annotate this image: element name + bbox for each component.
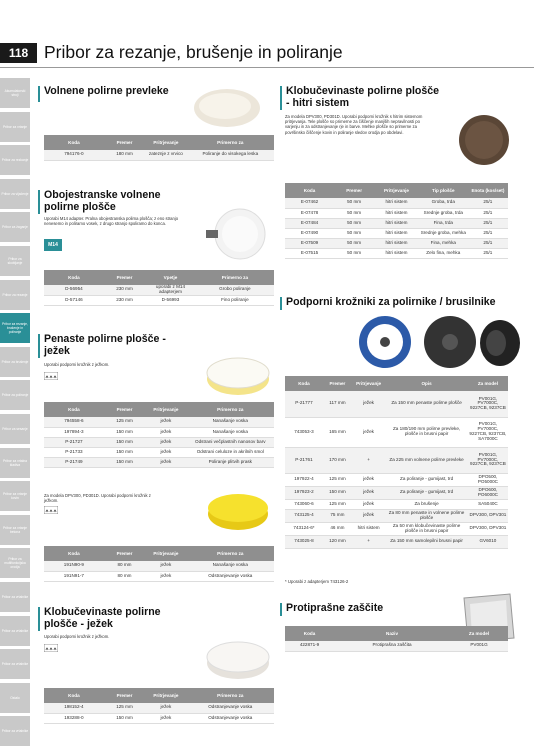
table-cell: P-21727	[44, 437, 104, 447]
sidebar-tab[interactable]: Pribor za sesanje	[0, 414, 30, 444]
sidebar-tab[interactable]: Pribor za vrtalnike	[0, 582, 30, 612]
table-cell: Zelo fina, mehka	[419, 248, 468, 258]
section-title: Protiprašne zaščite	[286, 602, 384, 614]
table-cell: Odstrani celuloze in akrilnih smol	[187, 447, 274, 457]
table-header: Premer	[323, 376, 352, 391]
table-cell: ježek	[145, 571, 186, 581]
table-cell: DPO600, PO6000C	[468, 486, 508, 499]
table-cell: E-07490	[285, 228, 334, 238]
table-cell: zateznje z vrvico	[145, 150, 186, 160]
table-cell: 191N91-7	[44, 571, 104, 581]
sidebar-tab[interactable]: Pribor za vrtalnike	[0, 716, 30, 746]
table-cell: Za 150 mm samolepilni brusni papir	[385, 535, 468, 548]
table-header: Koda	[285, 183, 334, 198]
table-cell: GV6010	[468, 535, 508, 548]
table-cell: PV001G, PV7000C, 9227CB, 9237CB	[468, 391, 508, 417]
table-cell: Protiprašna zaščita	[334, 641, 450, 651]
table-cell: PV001G, PV7000C, 9227CB, 9237CB	[468, 447, 508, 473]
section-accent	[38, 86, 40, 102]
table-cell: Odstranjevanje voska	[187, 713, 274, 723]
section-description: Uporabi podporni krožnik z ježkom.	[44, 634, 110, 639]
table-cell: Nanašanje voska	[187, 417, 274, 427]
section-title: Obojestranske volnene polirne plošče	[44, 189, 161, 213]
table-cell: ježek	[145, 713, 186, 723]
table-cell: D-56954	[44, 285, 104, 295]
table-cell: DPO500, PO5000C	[468, 473, 508, 486]
table-cell: hitri sistem	[374, 238, 419, 248]
table-cell: P-21761	[285, 447, 323, 473]
wool-pad-image	[192, 86, 262, 128]
sidebar-tab[interactable]: Pribor za rezanje	[0, 280, 30, 310]
table-cell: Nanašanje voska	[187, 427, 274, 437]
sidebar-tab[interactable]: Akumulatorski stroji	[0, 78, 30, 108]
table-header: Enota (kos/set)	[468, 183, 508, 198]
sidebar-tab[interactable]: Pribor za vijačenje	[0, 179, 30, 209]
sidebar-tab[interactable]: Pribor za rezkanje	[0, 145, 30, 175]
table-cell: PV001G, PV7000C, 9227CB, 9237CB, SA7000C	[468, 417, 508, 447]
table-header: Primerno za	[187, 688, 274, 703]
section-description: Za modela DPV300, PD301D. Uporabi podporni krožnik z ježkom.	[44, 493, 151, 504]
table-cell: 125 mm	[104, 417, 145, 427]
section-description: Uporabi podporni krožnik z ježkom.	[44, 362, 110, 367]
table-cell: ježek	[145, 417, 186, 427]
table-cell: ježek	[352, 417, 385, 447]
table-cell: +	[352, 447, 385, 473]
table-cell: ježek	[352, 486, 385, 499]
section-klobuc-hitri	[280, 86, 440, 110]
table-cell: Grobo poliranje	[196, 285, 274, 295]
table-cell: 150 mm	[104, 457, 145, 467]
table-protiprasne	[285, 626, 508, 652]
table-cell: Fino poliranje	[196, 295, 274, 305]
table-cell: ježek	[352, 509, 385, 522]
sidebar-tab[interactable]: Pribor za vrtanje	[0, 112, 30, 142]
table-header: Pritrjevanje	[145, 135, 186, 150]
table-header: Pritrjevanje	[145, 688, 186, 703]
section-title: Klobučevinaste polirne plošče - hitri sistem	[286, 85, 440, 109]
table-cell: 191N90-9	[44, 561, 104, 571]
table-cell: Odstrani večplastnih nanosov barv	[187, 437, 274, 447]
table-header: Pritrjevanje	[145, 546, 186, 561]
table-penaste	[44, 402, 274, 468]
table-cell: ježek	[145, 427, 186, 437]
table-header: Pritrjevanje	[374, 183, 419, 198]
table-cell: 150 mm	[323, 486, 352, 499]
table-header: Vpetje	[145, 270, 196, 285]
section-accent	[280, 86, 282, 110]
table-header: Koda	[44, 402, 104, 417]
table-cell: 180 mm	[104, 150, 145, 160]
table-cell: P-21749	[44, 457, 104, 467]
table-cell: hitri sistem	[374, 228, 419, 238]
felt-disc-image	[446, 114, 522, 166]
table-cell: PV001G	[450, 641, 508, 651]
table-cell: 230 mm	[104, 285, 145, 295]
table-cell: ježek	[145, 703, 186, 713]
table-cell: 125 mm	[323, 499, 352, 509]
table-header: Pritrjevanje	[145, 402, 186, 417]
table-cell: 25/1	[468, 198, 508, 208]
table-cell: 150 mm	[104, 713, 145, 723]
table-header: Premer	[104, 546, 145, 561]
velcro-icon	[44, 372, 58, 380]
table-cell: 150 mm	[104, 437, 145, 447]
table-cell: ježek	[352, 499, 385, 509]
table-cell: 120 mm	[323, 535, 352, 548]
table-cell: 743025-8	[285, 535, 323, 548]
table-volnene	[44, 135, 274, 161]
footnote: * Uporabi z adapterjem 743126-2	[285, 579, 349, 584]
velcro-icon	[44, 506, 58, 514]
table-header: Tip plošče	[419, 183, 468, 198]
section-protiprasne	[280, 603, 440, 616]
table-cell: 25/1	[468, 248, 508, 258]
table-cell: Za 80 mm penaste in volnene polirne plošče	[385, 509, 468, 522]
table-cell: Za poliranje - gumijast, trd	[385, 486, 468, 499]
sidebar-tab[interactable]: Pribor za vrtanje betona	[0, 515, 30, 545]
sidebar-tab[interactable]: Pribor za vrtalnike	[0, 616, 30, 646]
table-cell: 80 mm	[104, 571, 145, 581]
table-header: Koda	[44, 546, 104, 561]
section-accent	[280, 297, 282, 310]
table-cell: Za 225 mm volnene polirne prevleke	[385, 447, 468, 473]
table-cell: Fina, mehka	[419, 238, 468, 248]
table-cell: 198152-4	[44, 703, 104, 713]
page-title: Pribor za rezanje, brušenje in poliranje	[44, 42, 343, 62]
table-cell: Za 180/190 mm polirne prevleke, plošče in brusni papir	[385, 417, 468, 447]
table-cell: 125 mm	[104, 703, 145, 713]
table-header: Koda	[285, 376, 323, 391]
section-penaste	[38, 334, 188, 358]
table-cell: 422871-9	[285, 641, 334, 651]
section-accent	[38, 607, 40, 631]
table-header: Premer	[104, 402, 145, 417]
table-cell: 150 mm	[104, 447, 145, 457]
table-header: Pritrjevanje	[352, 376, 385, 391]
table-cell: hitri sistem	[374, 218, 419, 228]
section-description: Za modela DPV300, PD301D. Uporabi podporni krožnik s hitrim sistemom pritrjevanja. Tele plošče so primerne za čiščenje manjših nepravilnosti po varjenju in za odstranjevanje rje in barve. Mehke plošče so primerne za površinsko čiščenje kovin in poliranje sledov orodja po obdelavi.	[285, 114, 423, 135]
table-cell: E-07515	[285, 248, 334, 258]
table-cell: ježek	[145, 457, 186, 467]
m14-badge: M14	[44, 239, 62, 251]
table-cell: P-21733	[44, 447, 104, 457]
section-accent	[38, 334, 40, 358]
table-cell: 743053-3	[285, 417, 323, 447]
table-cell: 117 mm	[323, 391, 352, 417]
table-obojestranske	[44, 270, 274, 306]
sidebar-tab[interactable]: Pribor za multifunkcijska orodja	[0, 548, 30, 578]
table-header: Naziv	[334, 626, 450, 641]
table-cell: 197923-2	[285, 486, 323, 499]
table-cell: 25/1	[468, 218, 508, 228]
sidebar-tab[interactable]: Pribor za skobljanje	[0, 246, 30, 276]
table-header: Primerno za	[196, 270, 274, 285]
table-cell: Srednje groba, trda	[419, 208, 468, 218]
table-cell: 743060-6	[285, 499, 323, 509]
table-cell: 75 mm	[323, 509, 352, 522]
table-cell: 230 mm	[104, 295, 145, 305]
table-cell: E-07509	[285, 238, 334, 248]
table-cell: ježek	[145, 437, 186, 447]
section-accent	[280, 603, 282, 616]
table-cell: 25/1	[468, 238, 508, 248]
section-accent	[38, 190, 40, 214]
table-cell: Za 50 mm klobučevinaste polirne plošče in brusni papir	[385, 522, 468, 535]
section-title: Penaste polirne plošče - ježek	[44, 333, 166, 357]
table-cell: Groba, trda	[419, 198, 468, 208]
table-cell: Odstranjevanje voska	[187, 571, 274, 581]
table-cell: 80 mm	[104, 561, 145, 571]
velcro-icon	[44, 644, 58, 652]
table-cell: 50 mm	[334, 238, 374, 248]
table-cell: hitri sistem	[352, 522, 385, 535]
sidebar-tab-active[interactable]: Pribor za rezanje, brušenje in poliranje	[0, 313, 30, 343]
table-cell: 125 mm	[323, 473, 352, 486]
table-cell: hitri sistem	[374, 208, 419, 218]
table-cell: 50 mm	[334, 248, 374, 258]
table-cell: 743124-6*	[285, 522, 323, 535]
table-cell: 50 mm	[334, 218, 374, 228]
backing-pad-image	[420, 314, 480, 370]
table-cell: ježek	[352, 473, 385, 486]
table-cell: Srednje groba, mehka	[419, 228, 468, 238]
table-cell: 50 mm	[334, 228, 374, 238]
table-cell: D-57146	[44, 295, 104, 305]
table-cell: 46 mm	[323, 522, 352, 535]
table-cell: E-07478	[285, 208, 334, 218]
section-klobuc-jezek	[38, 607, 188, 631]
table-cell: 150 mm	[104, 427, 145, 437]
table-header: Premer	[104, 270, 145, 285]
table-header: Za model	[450, 626, 508, 641]
table-cell: Za poliranje - gumijast, trd	[385, 473, 468, 486]
section-title: Podporni krožniki za polirnike / brusilnike	[286, 296, 496, 308]
sidebar	[0, 78, 30, 750]
table-cell: D-56993	[145, 295, 196, 305]
backing-pad-side-image	[478, 318, 522, 368]
table-klobuc-hitri	[285, 183, 508, 259]
sidebar-tab[interactable]: Pribor za vrtanje kovin	[0, 481, 30, 511]
table-cell: SA5040C	[468, 499, 508, 509]
table-header: Za model	[468, 376, 508, 391]
table-cell: uporabi z M14 adapterjem	[145, 285, 196, 295]
felt-pad-image	[205, 636, 271, 682]
table-cell: 25/1	[468, 228, 508, 238]
table-header: Koda	[285, 626, 334, 641]
section-obojestranske	[38, 190, 188, 214]
table-cell: 25/1	[468, 208, 508, 218]
table-header: Koda	[44, 135, 104, 150]
table-cell: 50 mm	[334, 198, 374, 208]
sidebar-tab[interactable]: Ostalo	[0, 683, 30, 713]
table-cell: hitri sistem	[374, 248, 419, 258]
table-cell: +	[352, 535, 385, 548]
page-number: 118	[0, 43, 37, 63]
table-cell: ježek	[145, 447, 186, 457]
table-cell: 794558-6	[44, 417, 104, 427]
sidebar-tab[interactable]: Pribor za poliranje	[0, 380, 30, 410]
table-cell: DPV300, DPV301	[468, 522, 508, 535]
table-header: Premer	[104, 688, 145, 703]
table-header: Premer	[334, 183, 374, 198]
table-cell: 165 mm	[323, 417, 352, 447]
table-cell: 743125-4	[285, 509, 323, 522]
table-cell: 197922-4	[285, 473, 323, 486]
table-header: Primerno za	[187, 546, 274, 561]
table-cell: E-07484	[285, 218, 334, 228]
sidebar-tab[interactable]: Pribor za žaganje	[0, 212, 30, 242]
table-cell: Fina, trda	[419, 218, 468, 228]
table-klobuc-jezek	[44, 688, 274, 724]
table-cell: Nanašanje voska	[187, 561, 274, 571]
sidebar-tab[interactable]: Pribor za vrtalna kladiva	[0, 448, 30, 478]
table-cell: E-07462	[285, 198, 334, 208]
table-cell: hitri sistem	[374, 198, 419, 208]
table-cell: P-21777	[285, 391, 323, 417]
table-header: Primerno za	[187, 135, 274, 150]
table-cell: 170 mm	[323, 447, 352, 473]
table-cell: 50 mm	[334, 208, 374, 218]
table-cell: 193288-0	[44, 713, 104, 723]
table-cell: Poliranje plitvih prask	[187, 457, 274, 467]
sidebar-tab[interactable]: Pribor za brušenje	[0, 347, 30, 377]
table-cell: Za brušenje	[385, 499, 468, 509]
section-podporni	[280, 297, 510, 310]
header-divider	[0, 67, 534, 68]
section-description: Uporabi M14 adapter. Pralna obojestranska polirna plošča; z eno stranjo nenesemo in poliramo vosek, z drugo stranjo spoliramo do konca.	[44, 216, 179, 227]
section-title: Volnene polirne prevleke	[44, 85, 169, 97]
double-wool-pad-image	[198, 206, 270, 262]
table-penaste-2	[44, 546, 274, 582]
table-header: Koda	[44, 270, 104, 285]
foam-pad-white-image	[205, 355, 271, 397]
table-cell: Za 150 mm penaste polirne plošče	[385, 391, 468, 417]
table-header: Koda	[44, 688, 104, 703]
table-cell: Poliranje do visokega leska	[187, 150, 274, 160]
foam-pad-yellow-image	[206, 490, 270, 532]
table-header: Opis	[385, 376, 468, 391]
table-header: Primerno za	[187, 402, 274, 417]
table-header: Premer	[104, 135, 145, 150]
table-cell: ježek	[145, 561, 186, 571]
table-cell: 794176-0	[44, 150, 104, 160]
backing-pad-blue-image	[355, 314, 415, 370]
table-cell: ježek	[352, 391, 385, 417]
table-cell: DPV300, DPV301	[468, 509, 508, 522]
table-cell: Odstranjevanje voska	[187, 703, 274, 713]
table-cell: 197894-3	[44, 427, 104, 437]
sidebar-tab[interactable]: Pribor za vrtalnike	[0, 649, 30, 679]
table-podporni	[285, 376, 508, 549]
section-title: Klobučevinaste polirne plošče - ježek	[44, 606, 161, 630]
